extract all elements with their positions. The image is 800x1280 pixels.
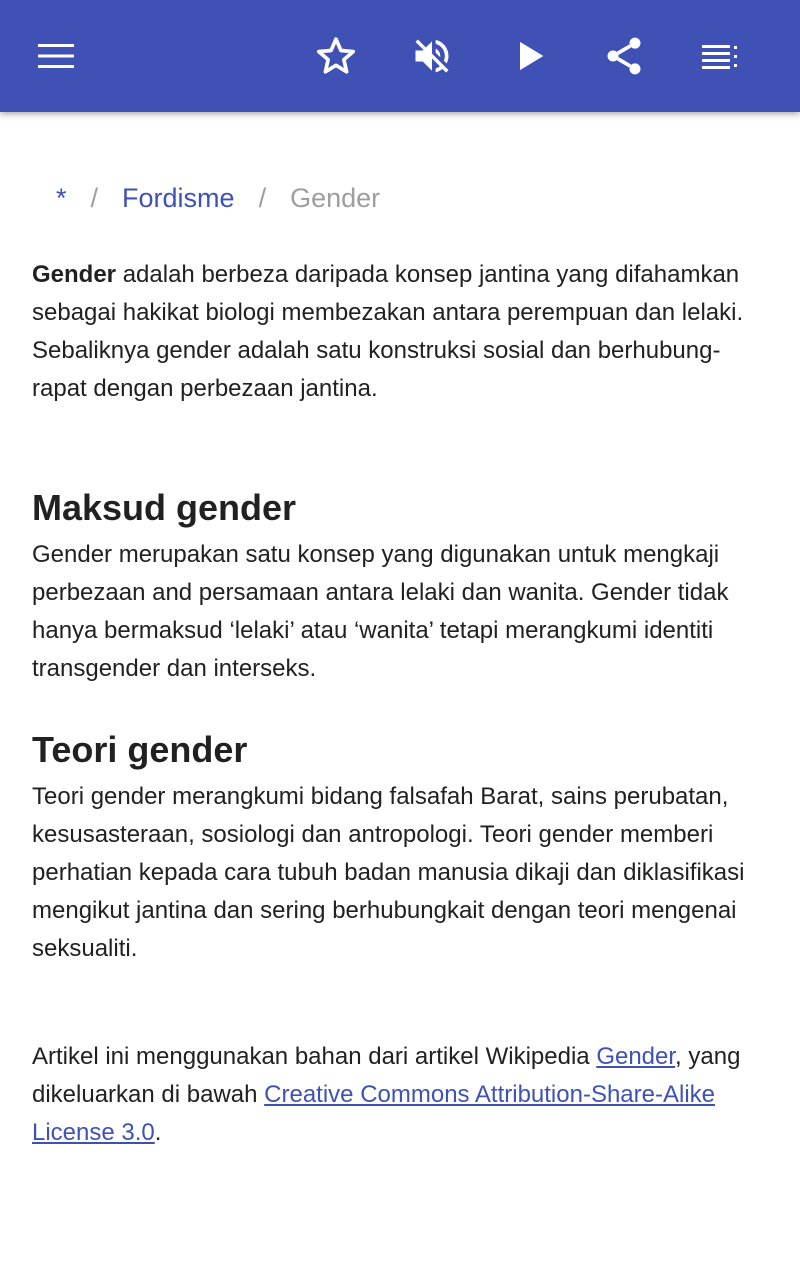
- play-button[interactable]: [502, 28, 558, 84]
- play-icon: [510, 36, 550, 76]
- breadcrumb-separator: /: [258, 182, 267, 213]
- section-heading-teori: Teori gender: [32, 729, 248, 770]
- intro-text: adalah berbeza daripada konsep jantina yang difahamkan sebagai hakikat biologi membezakan antara perempuan dan lelaki. Sebaliknya gender adalah satu konstruksi sosial dan berhubung-rapat dengan perbezaan jantina.: [32, 261, 744, 402]
- attribution-suffix: .: [154, 1119, 162, 1146]
- attribution-middle: , yang dikeluarkan di bawah: [32, 1043, 741, 1108]
- breadcrumb-root-link[interactable]: *: [56, 182, 67, 213]
- breadcrumb: [56, 178, 380, 218]
- list-menu-icon: [700, 36, 740, 76]
- section-heading-maksud: Maksud gender: [32, 487, 297, 528]
- app-toolbar: [0, 0, 800, 112]
- attribution-paragraph: [32, 1038, 752, 1152]
- intro-paragraph: [32, 256, 752, 408]
- breadcrumb-current: Gender: [290, 182, 381, 213]
- mute-button[interactable]: [404, 28, 460, 84]
- list-menu-button[interactable]: [692, 28, 748, 84]
- share-icon: [602, 34, 646, 78]
- attribution-prefix: Artikel ini menggunakan bahan dari artikel Wikipedia: [32, 1043, 597, 1070]
- intro-term: Gender: [32, 261, 117, 288]
- section-body-teori: Teori gender merangkumi bidang falsafah Barat, sains perubatan, kesusasteraan, sosiologi dan antropologi. Teori gender memberi perhatian kepada cara tubuh badan manusia dikaji dan diklasifikasi mengikut jantina dan sering berhubungkait dengan teori mengenai seksualiti.: [32, 783, 745, 962]
- share-button[interactable]: [596, 28, 652, 84]
- favorite-button[interactable]: [308, 28, 364, 84]
- breadcrumb-separator: /: [90, 182, 99, 213]
- volume-off-icon: [410, 34, 454, 78]
- breadcrumb-parent-link[interactable]: Fordisme: [122, 182, 235, 213]
- hamburger-menu-icon: [36, 36, 76, 76]
- wikipedia-article-link[interactable]: Gender: [596, 1043, 676, 1070]
- license-link[interactable]: Creative Commons Attribution-Share-Alike License 3.0: [32, 1081, 715, 1146]
- section-body-maksud: Gender merupakan satu konsep yang digunakan untuk mengkaji perbezaan and persamaan antara lelaki dan wanita. Gender tidak hanya bermaksud ‘lelaki’ atau ‘wanita’ tetapi merangkumi identiti transgender dan interseks.: [32, 541, 729, 682]
- star-outline-icon: [314, 34, 358, 78]
- menu-button[interactable]: [28, 28, 84, 84]
